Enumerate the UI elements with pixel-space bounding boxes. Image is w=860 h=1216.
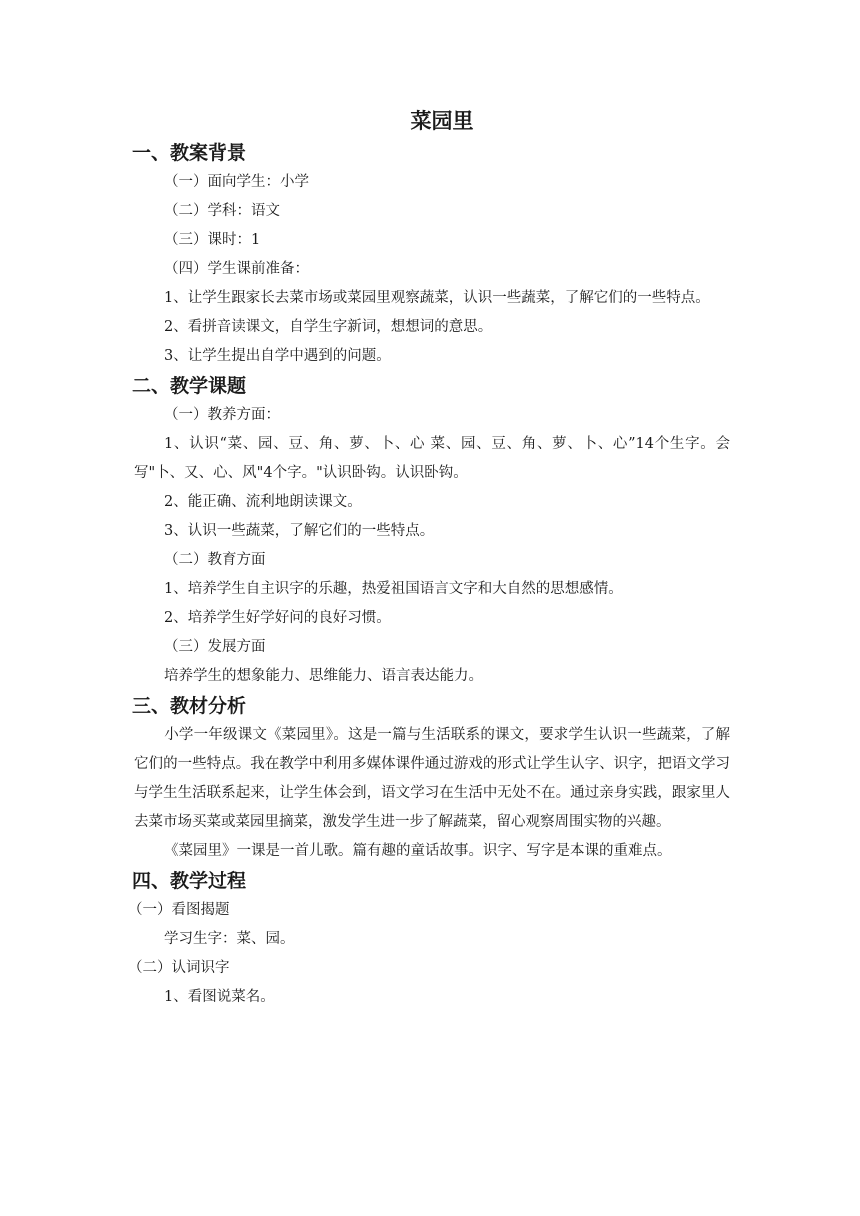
topic-item-4: 1、培养学生自主识字的乐趣，热爱祖国语言文字和大自然的思想感情。 — [164, 581, 623, 597]
students-line: （一）面向学生：小学 — [164, 174, 309, 190]
subheading-picture-topic: （一）看图揭题 — [128, 902, 230, 918]
process-item-1: 学习生字：菜、园。 — [164, 931, 295, 947]
class-hours-line: （三）课时：1 — [164, 232, 261, 248]
section-heading-process: 四、教学过程 — [132, 870, 247, 892]
section-heading-background: 一、教案背景 — [132, 142, 247, 164]
subject-line: （二）学科：语文 — [164, 203, 280, 219]
prep-item-3: 3、让学生提出自学中遇到的问题。 — [164, 348, 391, 364]
subheading-word-recognition: （二）认词识字 — [128, 960, 230, 976]
document-body — [128, 104, 730, 1012]
topic-item-1: 1、认识“菜、园、豆、角、萝、卜、心 菜、园、豆、角、萝、卜、心”14个生字。会写"卜、又、心、风"4个字。"认识卧钩。认识卧钩。 — [134, 436, 730, 481]
section-heading-topic: 二、教学课题 — [132, 375, 247, 397]
subheading-cultivation: （一）教养方面： — [164, 407, 280, 423]
topic-item-3: 3、认识一些蔬菜，了解它们的一些特点。 — [164, 523, 435, 539]
document-title: 菜园里 — [410, 109, 474, 133]
section-heading-analysis: 三、教材分析 — [132, 695, 247, 717]
prep-item-1: 1、让学生跟家长去菜市场或菜园里观察蔬菜，认识一些蔬菜，了解它们的一些特点。 — [164, 290, 710, 306]
subheading-education: （二）教育方面 — [164, 552, 266, 568]
topic-item-2: 2、能正确、流利地朗读课文。 — [164, 494, 362, 510]
analysis-paragraph-2: 《菜园里》一课是一首儿歌。篇有趣的童话故事。识字、写字是本课的重难点。 — [164, 843, 672, 859]
analysis-paragraph-1: 小学一年级课文《菜园里》。这是一篇与生活联系的课文，要求学生认识一些蔬菜，了解它们的一些特点。我在教学中利用多媒体课件通过游戏的形式让学生认字、识字，把语文学习与学生生活联系起来，让学生体会到，语文学习在生活中无处不在。通过亲身实践，跟家里人去菜市场买菜或菜园里摘菜，激发学生进一步了解蔬菜，留心观察周围实物的兴趣。 — [134, 727, 730, 830]
process-item-2: 1、看图说菜名。 — [164, 989, 275, 1005]
topic-item-5: 2、培养学生好学好问的良好习惯。 — [164, 610, 391, 626]
preparation-line: （四）学生课前准备： — [164, 261, 309, 277]
topic-item-6: 培养学生的想象能力、思维能力、语言表达能力。 — [164, 668, 483, 684]
subheading-development: （三）发展方面 — [164, 639, 266, 655]
prep-item-2: 2、看拼音读课文，自学生字新词，想想词的意思。 — [164, 319, 493, 335]
